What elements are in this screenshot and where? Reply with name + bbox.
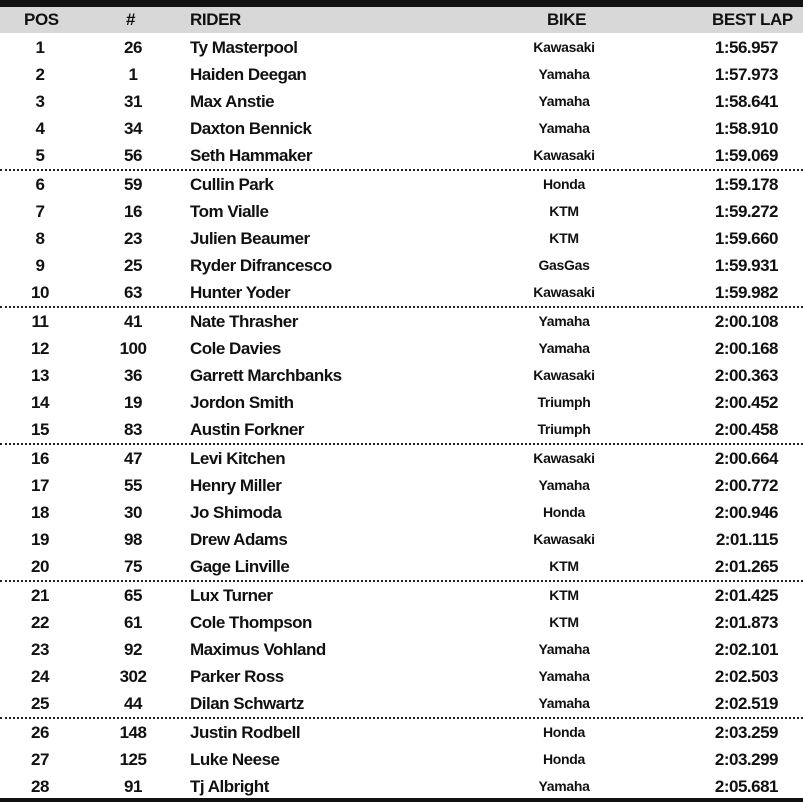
rider-position: 11: [31, 312, 49, 331]
rider-bike: Yamaha: [538, 668, 590, 684]
rider-name: Cole Davies: [190, 339, 281, 358]
rider-best-lap: 1:57.973: [714, 65, 778, 84]
table-row: [0, 335, 803, 362]
rider-bike: Triumph: [537, 394, 591, 410]
rider-best-lap: 2:01.115: [715, 530, 778, 549]
rider-bike: Honda: [542, 504, 586, 520]
rider-best-lap: 2:00.772: [714, 476, 778, 495]
rider-position: 25: [31, 694, 49, 713]
rider-number: 83: [124, 420, 142, 439]
rider-position: 21: [31, 586, 49, 605]
rider-name: Gage Linville: [190, 557, 290, 576]
header-best-lap: BEST LAP: [712, 10, 793, 29]
rider-name: Lux Turner: [190, 586, 273, 605]
rider-bike: Honda: [542, 724, 586, 740]
rider-bike: Yamaha: [538, 340, 590, 356]
rider-best-lap: 1:58.910: [714, 119, 778, 138]
rider-number: 41: [124, 312, 142, 331]
rider-name: Austin Forkner: [190, 420, 304, 439]
rider-best-lap: 2:03.259: [714, 723, 778, 742]
rider-position: 3: [35, 92, 45, 111]
rider-bike: Yamaha: [538, 778, 590, 794]
rider-name: Levi Kitchen: [190, 449, 286, 468]
rider-name: Jo Shimoda: [190, 503, 282, 522]
rider-bike: Triumph: [537, 421, 591, 437]
table-row: [0, 142, 803, 169]
table-row: [0, 690, 803, 717]
rider-best-lap: 1:59.272: [714, 202, 778, 221]
rider-number: 75: [124, 557, 142, 576]
rider-name: Daxton Bennick: [190, 119, 312, 138]
rider-best-lap: 2:03.299: [714, 750, 778, 769]
bottom-border: [0, 798, 803, 802]
rider-position: 13: [31, 366, 49, 385]
table-row: [0, 553, 803, 580]
rider-best-lap: 1:59.069: [714, 146, 778, 165]
rider-best-lap: 1:58.641: [714, 92, 778, 111]
table-row: [0, 362, 803, 389]
rider-best-lap: 2:00.458: [714, 420, 778, 439]
rider-best-lap: 2:01.425: [714, 586, 778, 605]
rider-best-lap: 2:00.452: [714, 393, 778, 412]
rider-number: 100: [119, 339, 147, 358]
rider-number: 61: [124, 613, 142, 632]
rider-name: Tj Albright: [190, 777, 269, 796]
table-row: [0, 171, 803, 198]
rider-name: Ryder Difrancesco: [190, 256, 332, 275]
rider-number: 47: [124, 449, 142, 468]
rider-bike: Honda: [542, 176, 586, 192]
table-row: [0, 115, 803, 142]
rider-best-lap: 2:05.681: [714, 777, 778, 796]
rider-name: Maximus Vohland: [190, 640, 326, 659]
rider-name: Tom Vialle: [190, 202, 269, 221]
rider-best-lap: 1:56.957: [714, 38, 778, 57]
rider-number: 92: [124, 640, 142, 659]
rider-number: 25: [124, 256, 142, 275]
top-border: [0, 0, 803, 7]
rider-number: 302: [119, 667, 147, 686]
table-row: [0, 389, 803, 416]
rider-position: 26: [31, 723, 49, 742]
rider-name: Parker Ross: [190, 667, 284, 686]
rider-bike: KTM: [549, 587, 579, 603]
rider-number: 91: [124, 777, 142, 796]
rider-position: 18: [31, 503, 49, 522]
rider-name: Henry Miller: [190, 476, 282, 495]
rider-position: 2: [35, 65, 45, 84]
table-row: [0, 526, 803, 553]
rider-name: Jordon Smith: [190, 393, 294, 412]
rider-number: 63: [124, 283, 142, 302]
rider-name: Julien Beaumer: [190, 229, 310, 248]
rider-number: 26: [124, 38, 142, 57]
rider-best-lap: 2:00.946: [714, 503, 778, 522]
rider-number: 44: [124, 694, 142, 713]
rider-number: 59: [124, 175, 142, 194]
rider-best-lap: 2:02.101: [714, 640, 778, 659]
rider-position: 19: [31, 530, 49, 549]
rider-name: Haiden Deegan: [190, 65, 307, 84]
table-row: [0, 308, 803, 335]
table-row: [0, 746, 803, 773]
rider-number: 1: [128, 65, 138, 84]
rider-bike: Kawasaki: [533, 147, 595, 163]
rider-bike: GasGas: [538, 257, 590, 273]
rider-bike: Yamaha: [538, 66, 590, 82]
rider-bike: Yamaha: [538, 120, 590, 136]
rider-number: 56: [124, 146, 142, 165]
table-header: [0, 7, 803, 33]
rider-number: 55: [124, 476, 142, 495]
rider-position: 4: [35, 119, 45, 138]
rider-number: 98: [124, 530, 142, 549]
rider-number: 31: [124, 92, 142, 111]
rider-position: 24: [31, 667, 49, 686]
rider-number: 36: [124, 366, 142, 385]
rider-best-lap: 2:02.503: [714, 667, 778, 686]
rider-position: 17: [31, 476, 49, 495]
rider-position: 27: [31, 750, 49, 769]
rider-name: Hunter Yoder: [190, 283, 291, 302]
rider-bike: Kawasaki: [533, 531, 595, 547]
rider-bike: Yamaha: [538, 695, 590, 711]
rider-best-lap: 2:00.664: [714, 449, 778, 468]
rider-best-lap: 1:59.982: [714, 283, 778, 302]
table-row: [0, 198, 803, 225]
rider-bike: KTM: [549, 230, 579, 246]
header-pos: POS: [24, 10, 59, 29]
table-row: [0, 279, 803, 306]
rider-position: 9: [35, 256, 45, 275]
header-bike: BIKE: [547, 10, 587, 29]
rider-bike: KTM: [549, 614, 579, 630]
rider-name: Dilan Schwartz: [190, 694, 304, 713]
table-row: [0, 416, 803, 443]
rider-position: 5: [35, 146, 45, 165]
rider-bike: Yamaha: [538, 313, 590, 329]
header-number: #: [126, 10, 136, 29]
rider-bike: Yamaha: [538, 93, 590, 109]
rider-position: 8: [35, 229, 45, 248]
rider-best-lap: 2:02.519: [714, 694, 778, 713]
rider-name: Luke Neese: [190, 750, 280, 769]
rider-best-lap: 2:01.265: [714, 557, 778, 576]
rider-name: Ty Masterpool: [190, 38, 298, 57]
rider-bike: Honda: [542, 751, 586, 767]
rider-number: 65: [124, 586, 142, 605]
table-row: [0, 225, 803, 252]
rider-bike: Yamaha: [538, 641, 590, 657]
rider-best-lap: 2:00.363: [714, 366, 778, 385]
table-row: [0, 34, 803, 61]
rider-number: 125: [119, 750, 147, 769]
rider-best-lap: 1:59.931: [714, 256, 778, 275]
table-row: [0, 499, 803, 526]
rider-best-lap: 1:59.660: [714, 229, 778, 248]
table-row: [0, 663, 803, 690]
rider-number: 30: [124, 503, 142, 522]
rider-best-lap: 2:01.873: [714, 613, 778, 632]
rider-position: 28: [31, 777, 49, 796]
table-row: [0, 582, 803, 609]
rider-name: Cullin Park: [190, 175, 274, 194]
rider-best-lap: 2:00.168: [714, 339, 778, 358]
rider-bike: Kawasaki: [533, 450, 595, 466]
rider-bike: Kawasaki: [533, 284, 595, 300]
table-row: [0, 719, 803, 746]
rider-bike: Kawasaki: [533, 39, 595, 55]
table-row: [0, 88, 803, 115]
table-row: [0, 61, 803, 88]
rider-name: Seth Hammaker: [190, 146, 313, 165]
rider-position: 6: [35, 175, 45, 194]
rider-position: 7: [35, 202, 45, 221]
table-row: [0, 609, 803, 636]
rider-position: 15: [31, 420, 49, 439]
rider-number: 34: [124, 119, 142, 138]
table-row: [0, 252, 803, 279]
rider-number: 19: [124, 393, 142, 412]
rider-position: 22: [31, 613, 49, 632]
rider-position: 10: [31, 283, 49, 302]
header-rider: RIDER: [190, 10, 241, 29]
rider-name: Cole Thompson: [190, 613, 312, 632]
rider-position: 1: [35, 38, 45, 57]
rider-number: 148: [119, 723, 147, 742]
rider-best-lap: 2:00.108: [714, 312, 778, 331]
rider-best-lap: 1:59.178: [714, 175, 778, 194]
rider-name: Max Anstie: [190, 92, 275, 111]
rider-name: Nate Thrasher: [190, 312, 298, 331]
rider-position: 20: [31, 557, 49, 576]
rider-number: 23: [124, 229, 142, 248]
table-row: [0, 472, 803, 499]
rider-position: 12: [31, 339, 49, 358]
rider-number: 16: [124, 202, 142, 221]
rider-position: 16: [31, 449, 49, 468]
rider-bike: Yamaha: [538, 477, 590, 493]
rider-position: 23: [31, 640, 49, 659]
rider-name: Drew Adams: [190, 530, 288, 549]
rider-bike: KTM: [549, 203, 579, 219]
rider-bike: KTM: [549, 558, 579, 574]
rider-name: Justin Rodbell: [190, 723, 301, 742]
table-row: [0, 773, 803, 800]
table-row: [0, 636, 803, 663]
rider-position: 14: [31, 393, 49, 412]
table-row: [0, 445, 803, 472]
rider-name: Garrett Marchbanks: [190, 366, 342, 385]
rider-bike: Kawasaki: [533, 367, 595, 383]
